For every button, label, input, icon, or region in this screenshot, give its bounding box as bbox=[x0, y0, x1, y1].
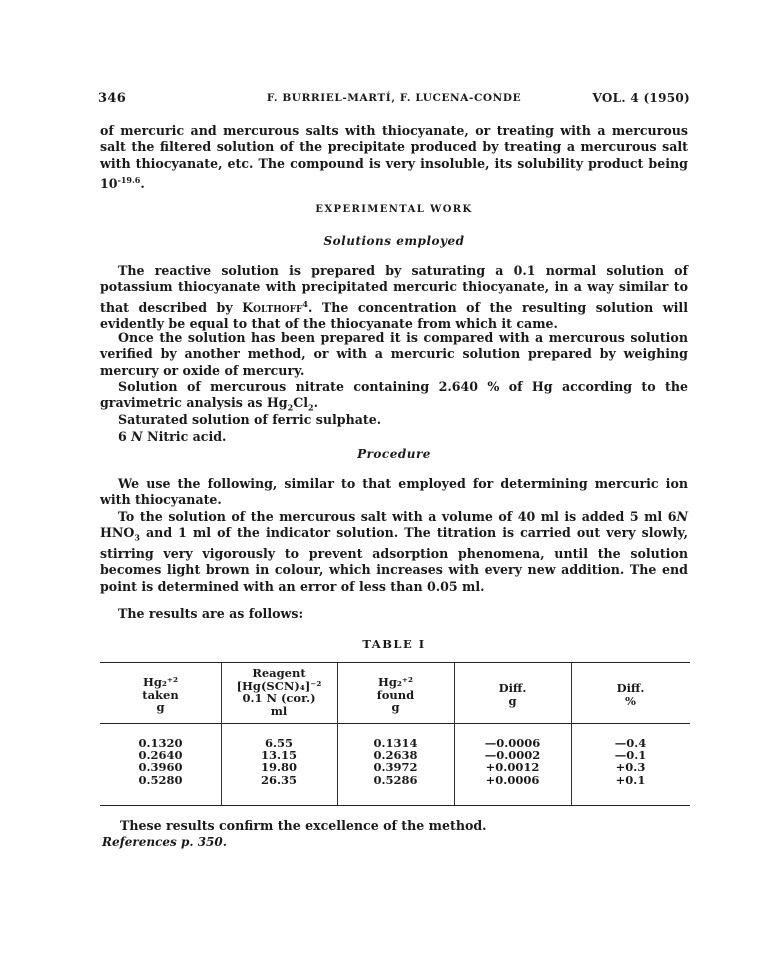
solubility-exponent: -19.6 bbox=[117, 174, 141, 185]
table-cell: —0.4 bbox=[614, 736, 647, 750]
running-authors: F. BURRIEL-MARTÍ, F. LUCENA-CONDE bbox=[266, 92, 522, 104]
table-column-diff-g bbox=[454, 737, 571, 786]
running-header bbox=[98, 91, 690, 109]
table-cell: 0.2638 bbox=[373, 748, 418, 763]
table-cell: +0.0006 bbox=[485, 772, 540, 787]
solutions-paragraph-3: Solution of mercurous nitrate containing 2.640 % of Hg according to the gravimetric analysis as $Hg_2Cl_2$. bbox=[100, 379, 688, 413]
table-cell: 0.3960 bbox=[138, 760, 183, 775]
table-cell: —0.0006 bbox=[484, 736, 541, 750]
table-column-hg-taken bbox=[100, 737, 221, 786]
table-cell: 0.5280 bbox=[138, 772, 183, 787]
solutions-paragraph-2: Once the solution has been prepared it is compared with a mercurous solution verified by another method, or with a mercuric solution prepared by weighing mercury or oxide of mercury. bbox=[100, 330, 688, 378]
table-column-hg-found bbox=[337, 737, 454, 786]
table-header-reagent: Reagent [Hg(SCN)₄]⁻² 0.1 N (cor.) ml bbox=[236, 666, 322, 718]
table-column-diff-percent bbox=[571, 737, 690, 786]
table-bottom-rule bbox=[100, 805, 690, 806]
solutions-line-nitric: 6 N Nitric acid. bbox=[118, 429, 227, 444]
procedure-paragraph-2: To the solution of the mercurous salt with a volume of 40 ml is added 5 ml 6N $HNO_3$ and 1 ml of the indicator solution. The titration is carried out very slowly, stirring very vigorously to prevent adsorption phenomena, until the solution becomes light brown in colour, which increases with every new addition. The end point is determined with an error of less than 0.05 ml. bbox=[100, 509, 688, 594]
subsection-solutions: Solutions employed bbox=[323, 234, 465, 248]
author-kolthoff: Kolthoff bbox=[242, 299, 303, 315]
table-cell: —0.1 bbox=[614, 748, 647, 763]
table-cell: 26.35 bbox=[260, 772, 297, 787]
solutions-paragraph-1: The reactive solution is prepared by saturating a 0.1 normal solution of potassium thiocyanate with precipitated mercuric thiocyanate, in a way similar to that described by Kolthoff$^4$. The concentration of the resulting solution will evidently be equal to that of the thiocyanate from which it came. bbox=[100, 263, 688, 332]
table-title: TABLE I bbox=[362, 637, 426, 651]
table-column-reagent bbox=[221, 737, 337, 786]
table-cell: 0.2640 bbox=[138, 748, 183, 763]
table-header-rule bbox=[100, 723, 690, 724]
table-cell: 0.3972 bbox=[373, 760, 418, 775]
table-cell: +0.0012 bbox=[485, 760, 540, 775]
references-note: References p. 350. bbox=[102, 835, 227, 849]
solutions-line-ferric: Saturated solution of ferric sulphate. bbox=[118, 412, 382, 427]
table-cell: +0.1 bbox=[615, 772, 646, 787]
subsection-procedure: Procedure bbox=[357, 447, 431, 461]
table-header-diff-g: Diff. g bbox=[498, 681, 527, 708]
table-cell: 0.1320 bbox=[138, 736, 183, 750]
table-cell: 19.80 bbox=[260, 760, 297, 775]
table-cell: 13.15 bbox=[260, 748, 297, 763]
intro-paragraph: of mercuric and mercurous salts with thiocyanate, or treating with a mercurous salt the filtered solution of the precipitate produced by treating a mercurous salt with thiocyanate, etc. The compound is very insoluble, its solubility product being $10^{-19.6}$. bbox=[100, 123, 688, 192]
section-heading: EXPERIMENTAL WORK bbox=[315, 204, 473, 215]
procedure-paragraph-1: We use the following, similar to that employed for determining mercuric ion with thiocyanate. bbox=[100, 476, 688, 508]
table-cell: 6.55 bbox=[264, 736, 293, 750]
table-header-hg-found: Hg₂⁺² found g bbox=[376, 675, 415, 714]
table-header-hg-taken: Hg₂⁺² taken g bbox=[142, 675, 179, 714]
table-cell: 0.5286 bbox=[373, 772, 418, 787]
results-intro: The results are as follows: bbox=[118, 606, 304, 621]
conclusion: These results confirm the excellence of the method. bbox=[120, 818, 487, 833]
table-cell: 0.1314 bbox=[373, 736, 418, 750]
table-cell: —0.0002 bbox=[484, 748, 541, 763]
table-header-diff-percent: Diff. % bbox=[616, 681, 645, 708]
table-cell: +0.3 bbox=[615, 760, 646, 775]
page-number: 346 bbox=[98, 91, 127, 106]
table-top-rule bbox=[100, 662, 690, 663]
volume-info: VOL. 4 (1950) bbox=[592, 91, 690, 105]
